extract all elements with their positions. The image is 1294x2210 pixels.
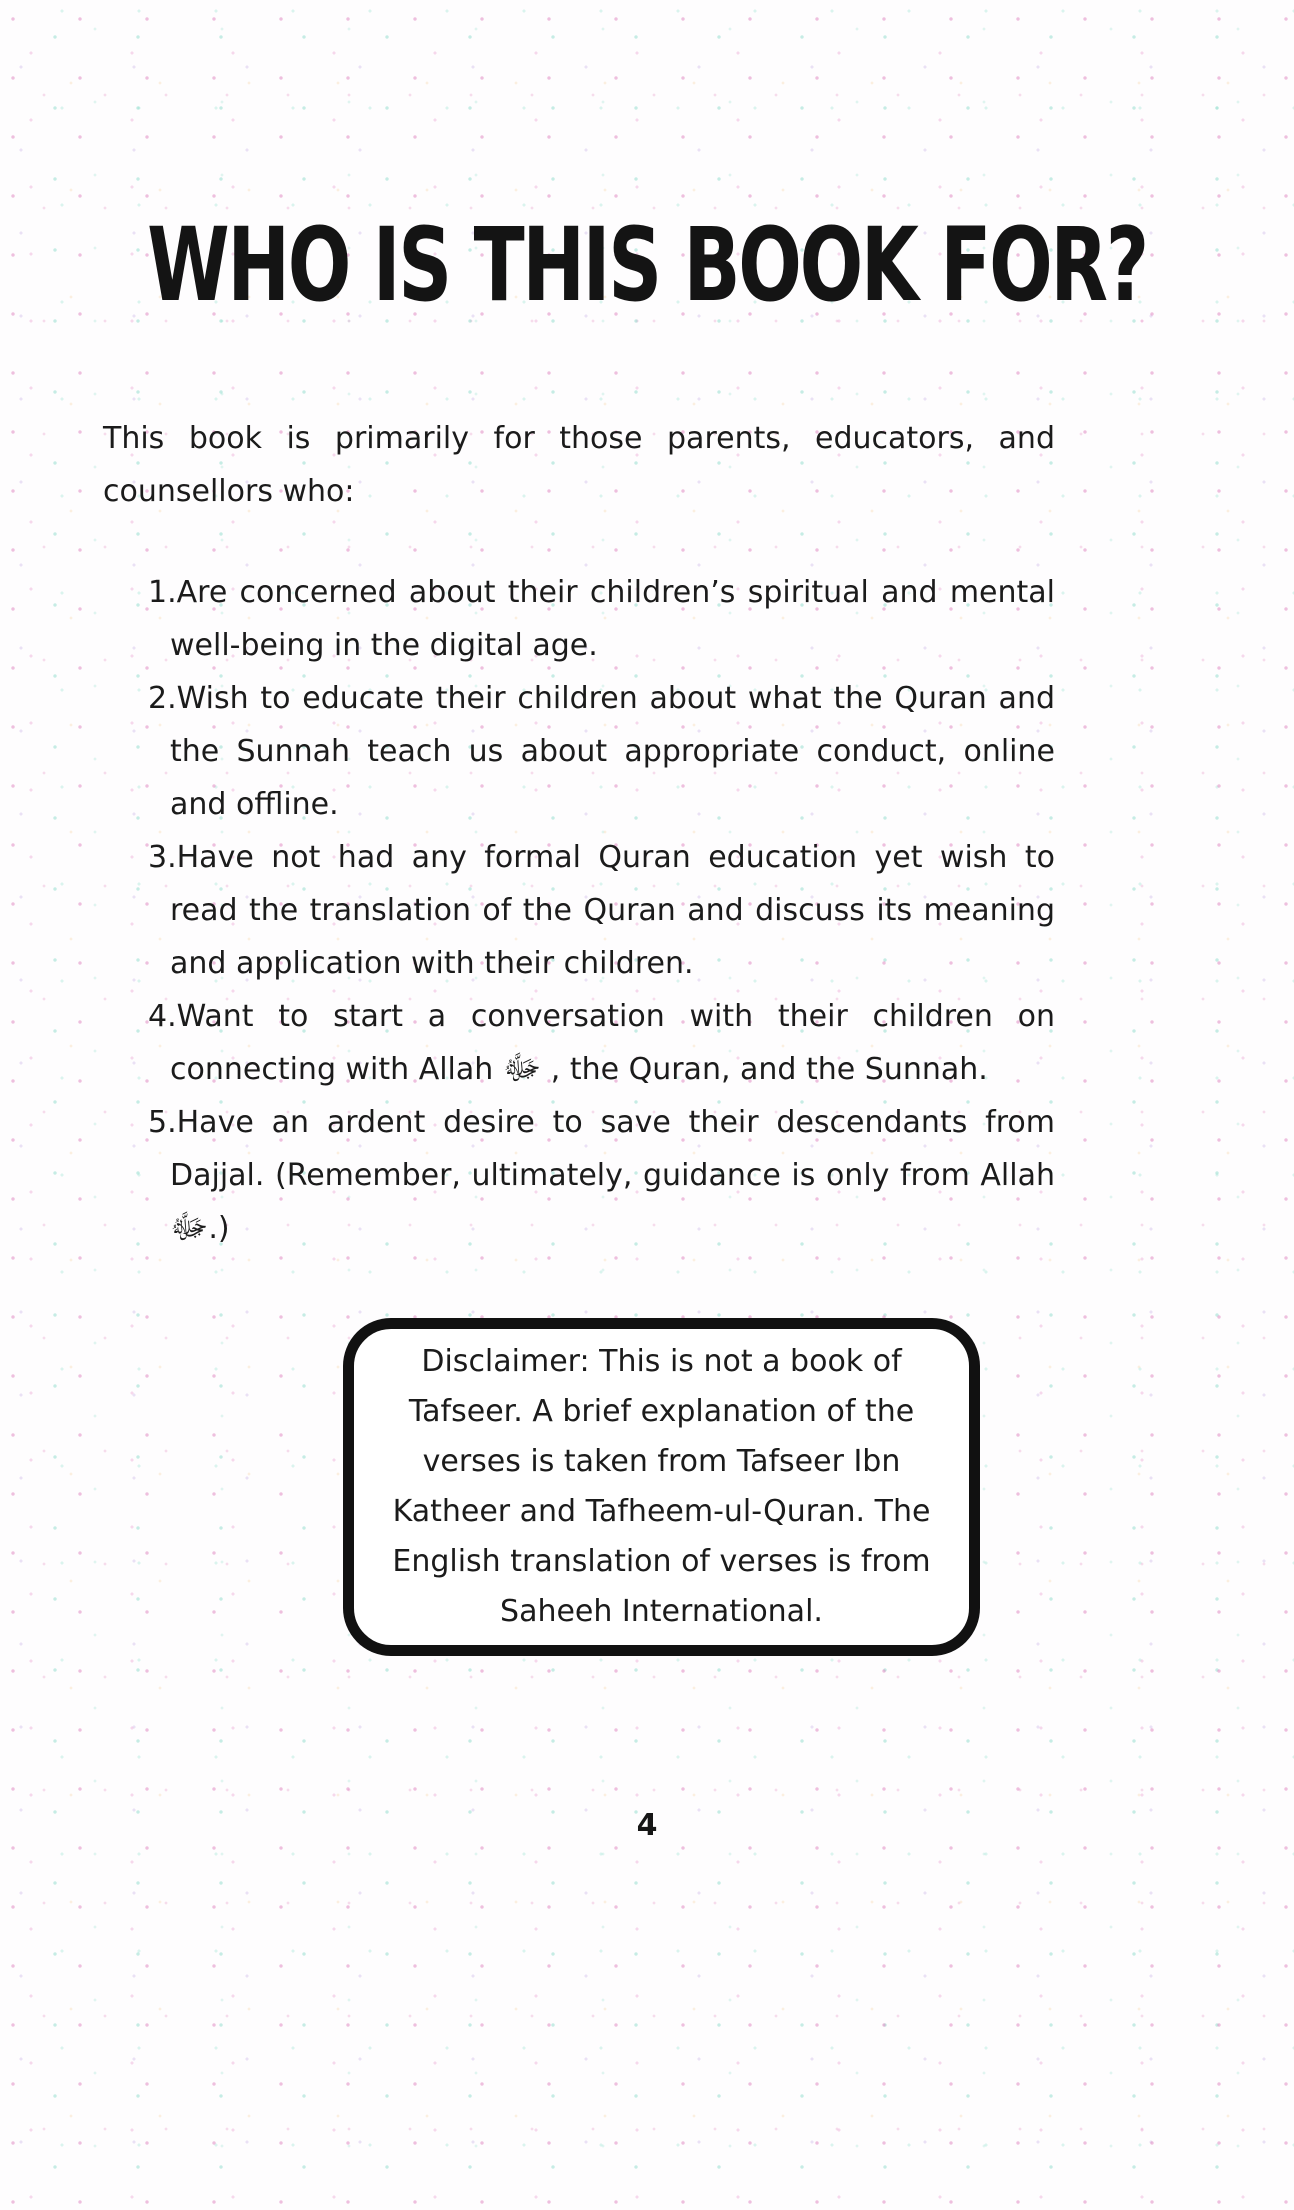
intro-paragraph: This book is primarily for those parents, educators, and counsellors who: <box>103 421 1055 509</box>
page-number: 4 <box>636 1808 658 1843</box>
list-item-text: Wish to educate their children about what the Quran and the Sunnah teach us about appropriate conduct, online and offline. <box>170 681 1055 822</box>
list-item-text: Are concerned about their children’s spiritual and mental well-being in the digital age. <box>170 575 1055 663</box>
list-item-number: 5. <box>148 1105 177 1140</box>
allah-calligraphy-symbol: ﷻ <box>170 1207 209 1247</box>
list-item-text: Have not had any formal Quran education yet wish to read the translation of the Quran and discuss its meaning and application with their children. <box>170 840 1055 981</box>
list-item <box>148 1096 1055 1255</box>
list-item-number: 2. <box>148 681 177 716</box>
disclaimer-box <box>343 1318 980 1656</box>
list-item-text: Have an ardent desire to save their descendants from Dajjal. (Remember, ultimately, guidance is only from Allah <box>170 1105 1055 1193</box>
audience-list <box>103 566 1055 1255</box>
list-item-text: , the Quran, and the Sunnah. <box>541 1052 988 1087</box>
disclaimer-text: Disclaimer: This is not a book of Tafseer. A brief explanation of the verses is taken from Tafseer Ibn Katheer and Tafheem-ul-Quran. The English translation of verses is from Saheeh International. <box>392 1344 931 1629</box>
list-item-number: 3. <box>148 840 177 875</box>
list-item-text: Want to start a conversation with their children on connecting with Allah <box>170 999 1055 1087</box>
list-item <box>148 566 1055 672</box>
list-item-number: 4. <box>148 999 177 1034</box>
allah-calligraphy-symbol: ﷻ <box>502 1048 542 1088</box>
list-item <box>148 990 1055 1096</box>
list-item-number: 1. <box>148 575 177 610</box>
list-item <box>148 831 1055 990</box>
list-item-text: .) <box>208 1211 230 1246</box>
list-item <box>148 672 1055 831</box>
page-title: WHO IS THIS BOOK FOR? <box>147 205 1147 325</box>
